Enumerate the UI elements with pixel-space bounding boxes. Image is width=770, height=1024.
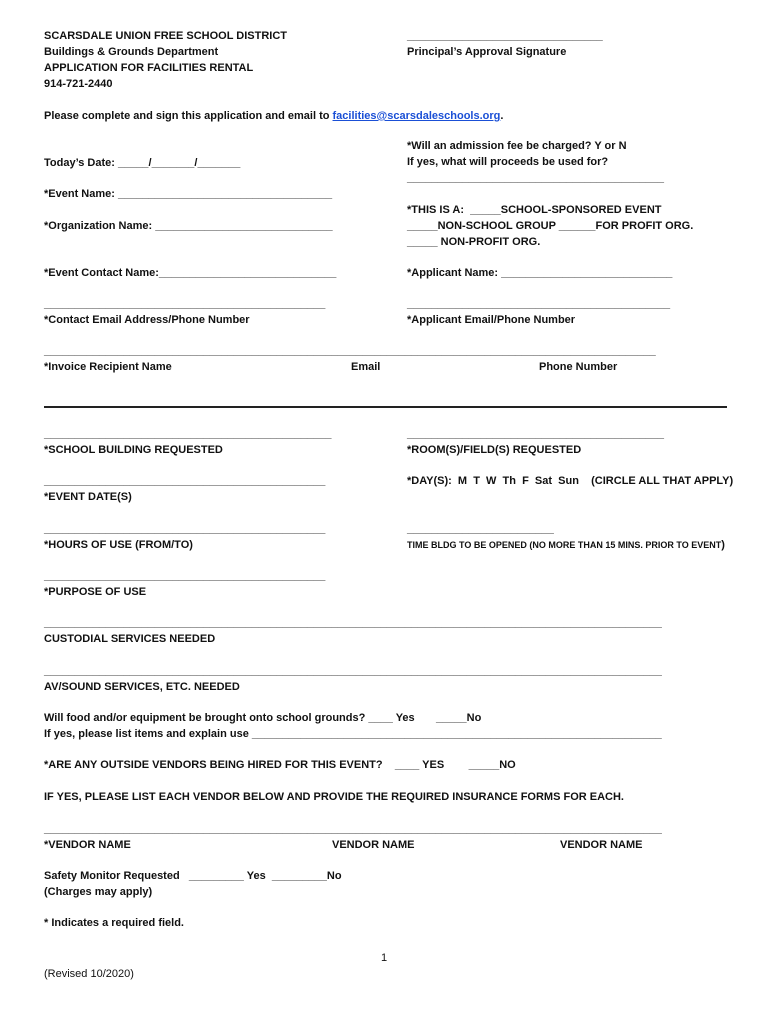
invoice-field[interactable]: ____________________________________________________________________________________________________ (44, 345, 656, 357)
event-contact-field[interactable]: *Event Contact Name:_____________________________ (44, 267, 337, 279)
event-dates-field[interactable]: ______________________________________________ (44, 475, 326, 487)
contact-email-label: *Contact Email Address/Phone Number (44, 314, 250, 326)
event-type-non-school[interactable]: _____NON-SCHOOL GROUP ______FOR PROFIT ORG. (407, 220, 694, 232)
building-open-time-paren: ) (721, 539, 725, 551)
event-type-non-profit[interactable]: _____ NON-PROFIT ORG. (407, 236, 541, 248)
department-name: Buildings & Grounds Department (44, 46, 219, 58)
signature-field[interactable]: ________________________________ (407, 30, 603, 42)
days-selector[interactable]: *DAY(S): M T W Th F Sat Sun (CIRCLE ALL THAT APPLY) (407, 475, 734, 487)
hours-of-use-label: *HOURS OF USE (FROM/TO) (44, 539, 193, 551)
av-services-label: AV/SOUND SERVICES, ETC. NEEDED (44, 681, 240, 693)
applicant-name-field[interactable]: *Applicant Name: ____________________________ (407, 267, 673, 279)
vendor-name-label-1: *VENDOR NAME (44, 839, 131, 851)
school-building-field[interactable]: _______________________________________________ (44, 428, 332, 440)
invoice-recipient-label: *Invoice Recipient Name (44, 361, 172, 373)
hours-of-use-field[interactable]: ______________________________________________ (44, 523, 326, 535)
applicant-email-label: *Applicant Email/Phone Number (407, 314, 576, 326)
facilities-email-link[interactable]: facilities@scarsdaleschools.org (332, 110, 501, 122)
vendor-name-label-2: VENDOR NAME (332, 839, 415, 851)
district-name: SCARSDALE UNION FREE SCHOOL DISTRICT (44, 30, 288, 42)
event-name-field[interactable]: *Event Name: ___________________________________ (44, 188, 333, 200)
custodial-services-label: CUSTODIAL SERVICES NEEDED (44, 633, 216, 645)
event-type-school-sponsored[interactable]: *THIS IS A: _____SCHOOL-SPONSORED EVENT (407, 204, 662, 216)
custodial-services-field[interactable]: _____________________________________________________________________________________________________ (44, 617, 662, 629)
signature-label: Principal’s Approval Signature (407, 46, 567, 58)
event-dates-label: *EVENT DATE(S) (44, 491, 132, 503)
food-equipment-question[interactable]: Will food and/or equipment be brought onto school grounds? ____ Yes _____No (44, 712, 482, 724)
rooms-fields-label: *ROOM(S)/FIELD(S) REQUESTED (407, 444, 582, 456)
instructions-prefix: Please complete and sign this application and email to (44, 110, 333, 122)
instructions-suffix: . (500, 110, 504, 122)
building-open-time-field[interactable]: ________________________ (407, 523, 554, 535)
applicant-email-field[interactable]: ___________________________________________ (407, 298, 671, 310)
admission-fee-question: *Will an admission fee be charged? Y or N (407, 140, 627, 152)
building-open-time-text: TIME BLDG TO BE OPENED (NO MORE THAN 15 MINS. PRIOR TO EVENT (407, 540, 722, 550)
instructions (44, 108, 503, 124)
rooms-fields-field[interactable]: __________________________________________ (407, 428, 664, 440)
section-divider (44, 406, 727, 408)
building-open-time-label (407, 537, 725, 553)
outside-vendors-question[interactable]: *ARE ANY OUTSIDE VENDORS BEING HIRED FOR THIS EVENT? ____ YES _____NO (44, 759, 516, 771)
required-field-note: * Indicates a required field. (44, 917, 184, 929)
vendor-instructions: IF YES, PLEASE LIST EACH VENDOR BELOW AND PROVIDE THE REQUIRED INSURANCE FORMS FOR EACH. (44, 791, 624, 803)
charges-note: (Charges may apply) (44, 886, 153, 898)
safety-monitor-field[interactable]: Safety Monitor Requested _________ Yes _________No (44, 870, 342, 882)
proceeds-field[interactable]: __________________________________________ (407, 172, 664, 184)
invoice-email-label: Email (351, 361, 381, 373)
revision-date: (Revised 10/2020) (44, 968, 134, 980)
page-number: 1 (381, 952, 388, 964)
school-building-label: *SCHOOL BUILDING REQUESTED (44, 444, 223, 456)
organization-name-field[interactable]: *Organization Name: _____________________________ (44, 220, 333, 232)
contact-email-field[interactable]: ______________________________________________ (44, 298, 326, 310)
food-equipment-explain-field[interactable]: If yes, please list items and explain use ___________________________________________________________________ (44, 728, 662, 740)
purpose-label: *PURPOSE OF USE (44, 586, 147, 598)
vendor-names-field[interactable]: _____________________________________________________________________________________________________ (44, 823, 662, 835)
invoice-phone-label: Phone Number (539, 361, 618, 373)
vendor-name-label-3: VENDOR NAME (560, 839, 643, 851)
todays-date-field[interactable]: Today’s Date: _____/_______/_______ (44, 157, 241, 169)
district-phone: 914-721-2440 (44, 78, 113, 90)
av-services-field[interactable]: _____________________________________________________________________________________________________ (44, 665, 662, 677)
purpose-field[interactable]: ______________________________________________ (44, 570, 326, 582)
proceeds-question: If yes, what will proceeds be used for? (407, 156, 609, 168)
form-title: APPLICATION FOR FACILITIES RENTAL (44, 62, 254, 74)
